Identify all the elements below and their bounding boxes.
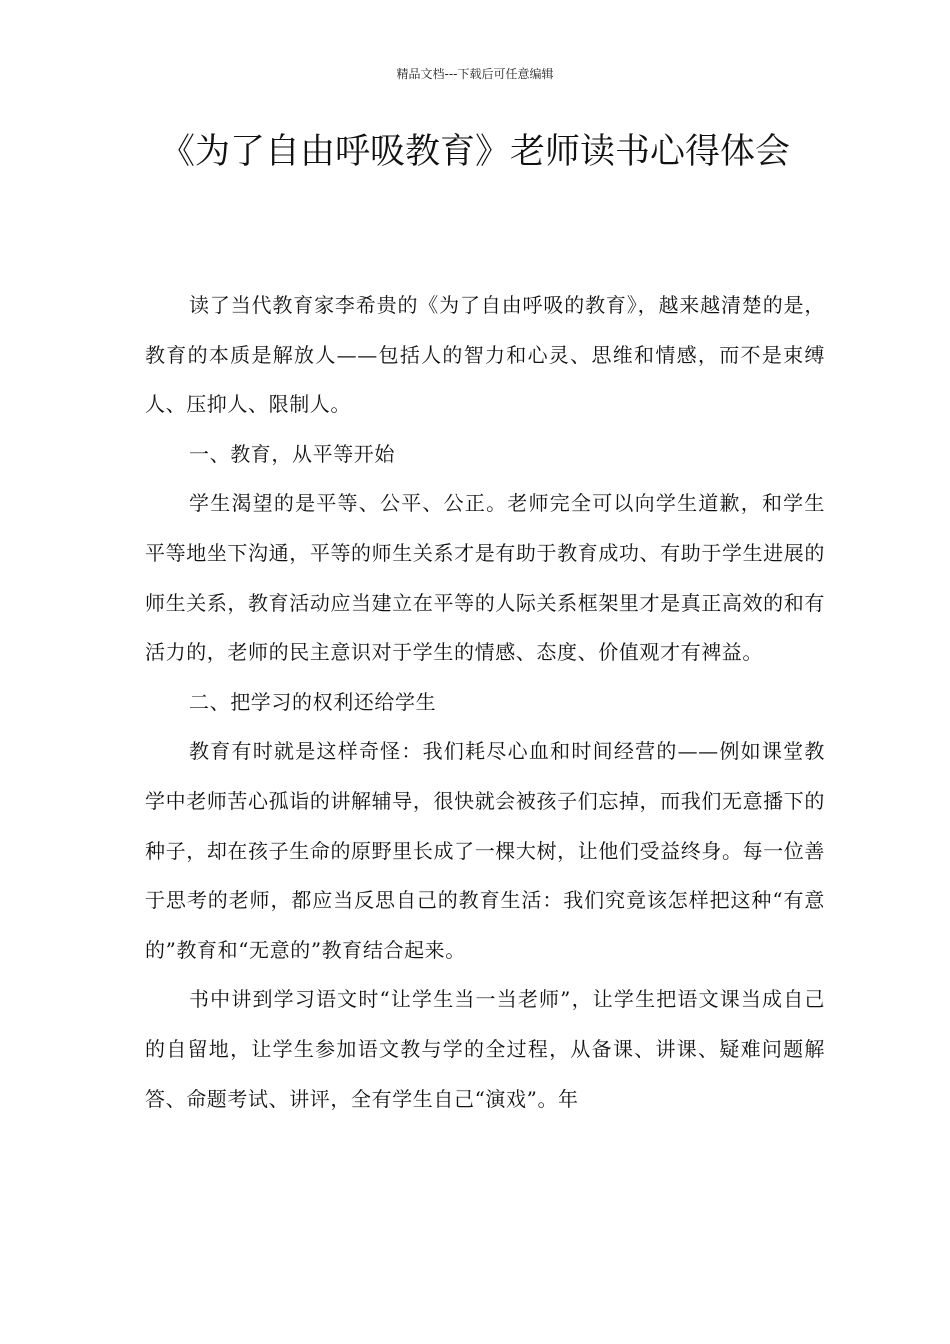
paragraph-learning-rights: 教育有时就是这样奇怪：我们耗尽心血和时间经营的——例如课堂教学中老师苦心孤诣的讲解辅导，很快就会被孩子们忘掉，而我们无意播下的种子，却在孩子生命的原野里长成了一棵大树，让他们受益终身。每一位善于思考的老师，都应当反思自己的教育生活：我们究竟该怎样把这种“有意的”教育和“无意的”教育结合起来。 [145, 739, 825, 962]
paragraph-student-teacher: 书中讲到学习语文时“让学生当一当老师”，让学生把语文课当成自己的自留地，让学生参加语文教与学的全过程，从备课、讲课、疑难问题解答、命题考试、讲评，全有学生自己“演戏”。年 [145, 987, 825, 1111]
paragraph-equality: 学生渴望的是平等、公平、公正。老师完全可以向学生道歉，和学生平等地坐下沟通，平等的师生关系才是有助于教育成功、有助于学生进展的师生关系，教育活动应当建立在平等的人际关系框架里才是真正高效的和有活力的，老师的民主意识对于学生的情感、态度、价值观才有裨益。 [145, 491, 825, 665]
document-title: 《为了自由呼吸教育》老师读书心得体会 [159, 132, 790, 172]
section-heading-2: 二、把学习的权利还给学生 [189, 689, 437, 714]
section-heading-1: 一、教育，从平等开始 [189, 441, 395, 466]
document-body [145, 281, 825, 1124]
header-note: 精品文档---下载后可任意编辑 [396, 67, 554, 81]
paragraph-intro: 读了当代教育家李希贵的《为了自由呼吸的教育》，越来越清楚的是，教育的本质是解放人——包括人的智力和心灵、思维和情感，而不是束缚人、压抑人、限制人。 [145, 293, 825, 417]
